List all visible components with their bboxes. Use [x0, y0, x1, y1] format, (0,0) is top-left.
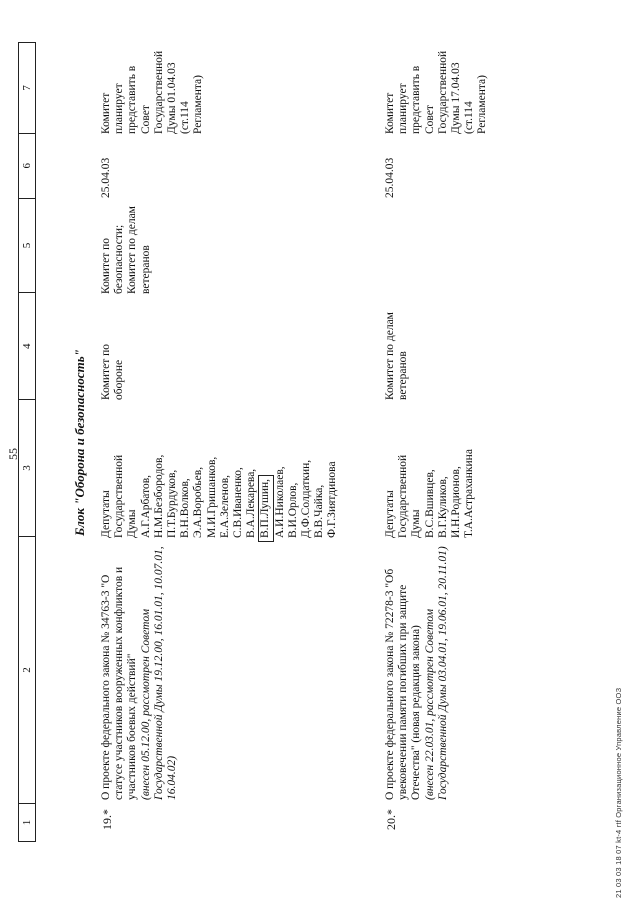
row-19-committee: Комитет по обороне	[100, 344, 126, 400]
row-19-project-title: О проекте федерального закона № 34763-3 "О статусе участников вооруженных конфликтов и участников боевых действий"	[100, 566, 139, 800]
row-20-project-title: О проекте федерального закона № 72278-3 "Об увековечении памяти погибших при защите Отечества" (новая редакция закона)	[384, 568, 423, 800]
author-line: Думы	[126, 509, 139, 538]
table-header-row	[18, 42, 36, 842]
author-line: В.А.Лекарева,	[245, 468, 258, 538]
column-header-6: 6	[19, 133, 35, 198]
author-line: В.Н.Волков,	[179, 478, 192, 538]
author-line: В.И.Орлов,	[286, 482, 299, 538]
author-line: Э.А.Воробьев,	[192, 466, 205, 538]
author-line: Е.А.Зеленов,	[218, 475, 231, 538]
author-line: Ф.Г.Зиятдинова	[326, 461, 339, 538]
block-title: Блок "Оборона и безопасность"	[72, 349, 87, 536]
document-footer: 21 03 03 18 07 kt-4 rtf Организационное Управление ООЗ	[614, 687, 623, 898]
column-header-3: 3	[19, 399, 35, 536]
author-line: Н.М.Безбородов,	[152, 454, 165, 538]
row-19-authors	[100, 408, 340, 538]
author-line: Т.А.Астраханкина	[463, 449, 476, 538]
author-line: А.Г.Арбатов,	[139, 474, 152, 538]
row-20-project-note: (внесен 22.03.01, рассмотрен Советом Государственной Думы 03.04.01, 19.06.01, 20.11.01)	[423, 546, 449, 800]
author-line: В.Г.Куликов,	[436, 476, 449, 538]
author-line: Думы	[410, 509, 423, 538]
author-line: Государственной	[397, 454, 410, 538]
author-line: С.В.Иваненко,	[232, 467, 245, 538]
row-19-co-committees: Комитет по безопасности; Комитет по делам ветеранов	[100, 206, 152, 294]
author-line: А.И.Николаев,	[273, 466, 286, 538]
column-header-5: 5	[19, 198, 35, 293]
column-header-7: 7	[21, 85, 33, 91]
author-line: Д.Ф.Солдаткин,	[300, 459, 313, 538]
page-number: 55	[6, 448, 20, 460]
author-line: М.И.Гришанков,	[205, 456, 218, 538]
column-header-2: 2	[19, 536, 35, 803]
row-19-project-note: (внесен 05.12.00, рассмотрен Советом Государственной Думы 19.12.00, 16.01.01, 10.07.01, 16.04.02)	[139, 546, 179, 800]
row-20-authors	[384, 408, 476, 538]
row-19-date: 25.04.03	[100, 157, 112, 198]
row-20-committee: Комитет по делам ветеранов	[384, 312, 410, 400]
row-19-plan: Комитет планирует представить в Совет Государственной Думы 01.04.03 (ст.114 Регламента)	[100, 50, 205, 134]
author-line: Депутаты	[384, 490, 396, 538]
row-19-number: 19.*	[100, 809, 114, 830]
author-line: Государственной	[113, 454, 126, 538]
row-20-number: 20.*	[384, 809, 398, 830]
row-20-project	[384, 545, 450, 800]
author-line: В.П.Лушин,	[258, 475, 273, 542]
author-line: В.С.Вшивцев,	[423, 469, 436, 538]
row-20-date: 25.04.03	[384, 157, 396, 198]
author-line: В.В.Чайка,	[313, 484, 326, 538]
row-20-plan: Комитет планирует представить в Совет Государственной Думы 17.04.03 (ст.114 Регламента)	[384, 50, 489, 134]
author-line: Депутаты	[100, 490, 112, 538]
author-line: П.Т.Бурдуков,	[166, 469, 179, 538]
column-header-1: 1	[19, 803, 35, 841]
author-line: И.Н.Родионов,	[450, 466, 463, 538]
row-19-project	[100, 545, 179, 800]
column-header-4: 4	[19, 292, 35, 399]
